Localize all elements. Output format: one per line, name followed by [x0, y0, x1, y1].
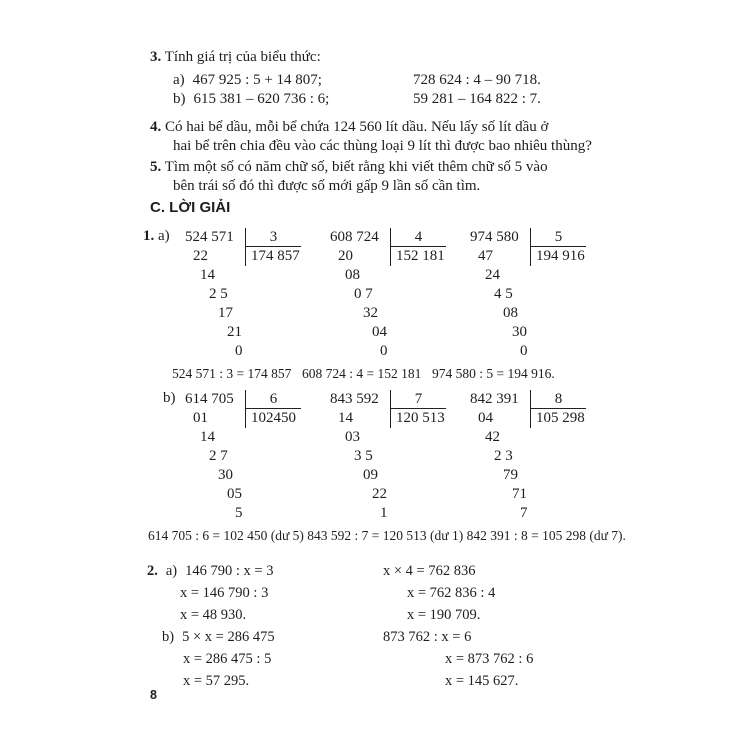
remainder-step: 0 [235, 343, 243, 359]
division-top-row [185, 390, 301, 409]
equation-line: x = 873 762 : 6 [445, 651, 534, 667]
remainder-step: 01 [193, 410, 208, 426]
problem-4-line2: hai bể trên chia đều vào các thùng loại 9 lít thì được bao nhiêu thùng? [173, 138, 592, 154]
remainder-step: 79 [503, 467, 518, 483]
problem-3-title [150, 48, 710, 67]
problem-5-line2: bên trái số đó thì được số mới gấp 9 lần số cần tìm. [173, 178, 481, 194]
division-quotient-row [330, 247, 446, 266]
summary-row-b: 614 705 : 6 = 102 450 (dư 5) 843 592 : 7 = 120 513 (dư 1) 842 391 : 8 = 105 298 (dư 7). [148, 528, 626, 543]
problem-3 [150, 48, 710, 109]
remainder-step: 14 [338, 410, 353, 426]
remainder-step: 05 [227, 486, 242, 502]
divisor: 5 [530, 228, 586, 247]
divisor: 4 [390, 228, 446, 247]
division-result: 974 580 : 5 = 194 916. [432, 366, 555, 381]
remainder-step: 32 [363, 305, 378, 321]
quotient: 194 916 [530, 247, 586, 266]
problem-5-number: 5. [150, 159, 162, 175]
long-division-block-a3 [470, 228, 586, 361]
solution-1b-label: b) [163, 390, 176, 406]
remainder-step: 22 [372, 486, 387, 502]
problem-4-line1 [150, 118, 710, 137]
problem-4-number: 4. [150, 119, 162, 135]
long-division-block-b1 [185, 390, 301, 523]
remainder-step: 30 [512, 324, 527, 340]
division-quotient-row [185, 247, 301, 266]
remainder-step: 2 3 [494, 448, 513, 464]
solution-1a-label [143, 228, 170, 245]
equation-line: x × 4 = 762 836 [383, 563, 476, 579]
divisor: 3 [245, 228, 301, 247]
remainder-step: 20 [338, 248, 353, 264]
remainder-step: 22 [193, 248, 208, 264]
remainder-step: 47 [478, 248, 493, 264]
solution-1a-letter: a) [158, 228, 170, 244]
equation-line: x = 48 930. [180, 607, 247, 623]
long-division-block-a1 [185, 228, 301, 361]
dividend: 974 580 [470, 229, 519, 245]
equation-line: x = 146 790 : 3 [180, 585, 269, 601]
division-quotient-row [185, 409, 301, 428]
division-quotient-row [470, 409, 586, 428]
remainder-step: 08 [503, 305, 518, 321]
problem-3a-label: a) [173, 72, 185, 88]
problem-3-row-b [150, 90, 710, 109]
remainder-step: 09 [363, 467, 378, 483]
problem-3-row-a [150, 71, 710, 90]
dividend: 608 724 [330, 229, 379, 245]
long-division-block-b2 [330, 390, 446, 523]
problem-3a-right-expression: 728 624 : 4 – 90 718. [413, 72, 541, 88]
quotient: 174 857 [245, 247, 301, 266]
solution-1-number: 1. [143, 228, 155, 244]
remainder-step: 0 7 [354, 286, 373, 302]
remainder-step: 0 [520, 343, 528, 359]
remainder-step: 7 [520, 505, 528, 521]
solution-2-right-column [383, 560, 533, 692]
division-top-row [470, 390, 586, 409]
division-quotient-row [470, 247, 586, 266]
remainder-step: 14 [200, 267, 215, 283]
solution-2-number: 2. [147, 563, 158, 579]
division-row-a [0, 228, 729, 364]
division-top-row [185, 228, 301, 247]
summary-row-a [0, 366, 729, 384]
solutions-heading: C. LỜI GIẢI [150, 199, 231, 216]
long-division-block-b3 [470, 390, 586, 523]
remainder-step: 3 5 [354, 448, 373, 464]
equation-line: x = 57 295. [183, 673, 250, 689]
equation: 146 790 : x = 3 [185, 563, 274, 579]
problem-3b-right-expression: 59 281 – 164 822 : 7. [413, 91, 541, 107]
equation-line: x = 762 836 : 4 [407, 585, 496, 601]
long-division-block-a2 [330, 228, 446, 361]
remainder-step: 1 [380, 505, 388, 521]
quotient: 105 298 [530, 409, 586, 428]
divisor: 6 [245, 390, 301, 409]
division-quotient-row [330, 409, 446, 428]
dividend: 524 571 [185, 229, 234, 245]
equation-line [147, 626, 275, 648]
equation-line [147, 560, 275, 582]
remainder-step: 21 [227, 324, 242, 340]
remainder-step: 17 [218, 305, 233, 321]
remainder-step: 08 [345, 267, 360, 283]
problem-5-line1-text: Tìm một số có năm chữ số, biết rằng khi viết thêm chữ số 5 vào [164, 159, 548, 175]
remainder-step: 42 [485, 429, 500, 445]
equation-line: x = 145 627. [445, 673, 519, 689]
division-top-row [330, 390, 446, 409]
problem-4-line1-text: Có hai bể dầu, mỗi bể chứa 124 560 lít dầu. Nếu lấy số lít dầu ở [165, 119, 549, 135]
solution-2a-label: a) [165, 563, 178, 579]
remainder-step: 0 [380, 343, 388, 359]
problem-4 [150, 118, 710, 156]
remainder-step: 2 5 [209, 286, 228, 302]
division-result: 608 724 : 4 = 152 181 [302, 366, 422, 381]
divisor: 8 [530, 390, 586, 409]
remainder-step: 04 [372, 324, 387, 340]
remainder-step: 14 [200, 429, 215, 445]
solution-2-left-column [147, 560, 275, 692]
remainder-step: 30 [218, 467, 233, 483]
division-row-b [0, 390, 729, 526]
remainder-step: 71 [512, 486, 527, 502]
remainder-step: 5 [235, 505, 243, 521]
remainder-step: 4 5 [494, 286, 513, 302]
divisor: 7 [390, 390, 446, 409]
problem-3a-left-expression: 467 925 : 5 + 14 807; [192, 72, 322, 88]
quotient: 152 181 [390, 247, 446, 266]
remainder-step: 03 [345, 429, 360, 445]
problem-5 [150, 158, 710, 196]
remainder-step: 04 [478, 410, 493, 426]
equation-line: 873 762 : x = 6 [383, 629, 472, 645]
page-number: 8 [150, 688, 157, 702]
quotient: 120 513 [390, 409, 446, 428]
equation: 5 × x = 286 475 [182, 629, 275, 645]
problem-3b-left-expression: 615 381 – 620 736 : 6; [193, 91, 330, 107]
division-top-row [470, 228, 586, 247]
equation-line: x = 190 709. [407, 607, 481, 623]
solution-2 [0, 560, 729, 700]
division-result: 524 571 : 3 = 174 857 [172, 366, 292, 381]
quotient: 102450 [245, 409, 301, 428]
division-top-row [330, 228, 446, 247]
problem-3-number: 3. [150, 49, 162, 65]
remainder-step: 24 [485, 267, 500, 283]
problem-5-line1 [150, 158, 710, 177]
dividend: 614 705 [185, 391, 234, 407]
equation-line: x = 286 475 : 5 [183, 651, 272, 667]
dividend: 842 391 [470, 391, 519, 407]
problem-3b-label: b) [173, 91, 186, 107]
dividend: 843 592 [330, 391, 379, 407]
remainder-step: 2 7 [209, 448, 228, 464]
problem-3-title-text: Tính giá trị của biểu thức: [164, 49, 321, 65]
solution-2b-label: b) [162, 629, 175, 645]
